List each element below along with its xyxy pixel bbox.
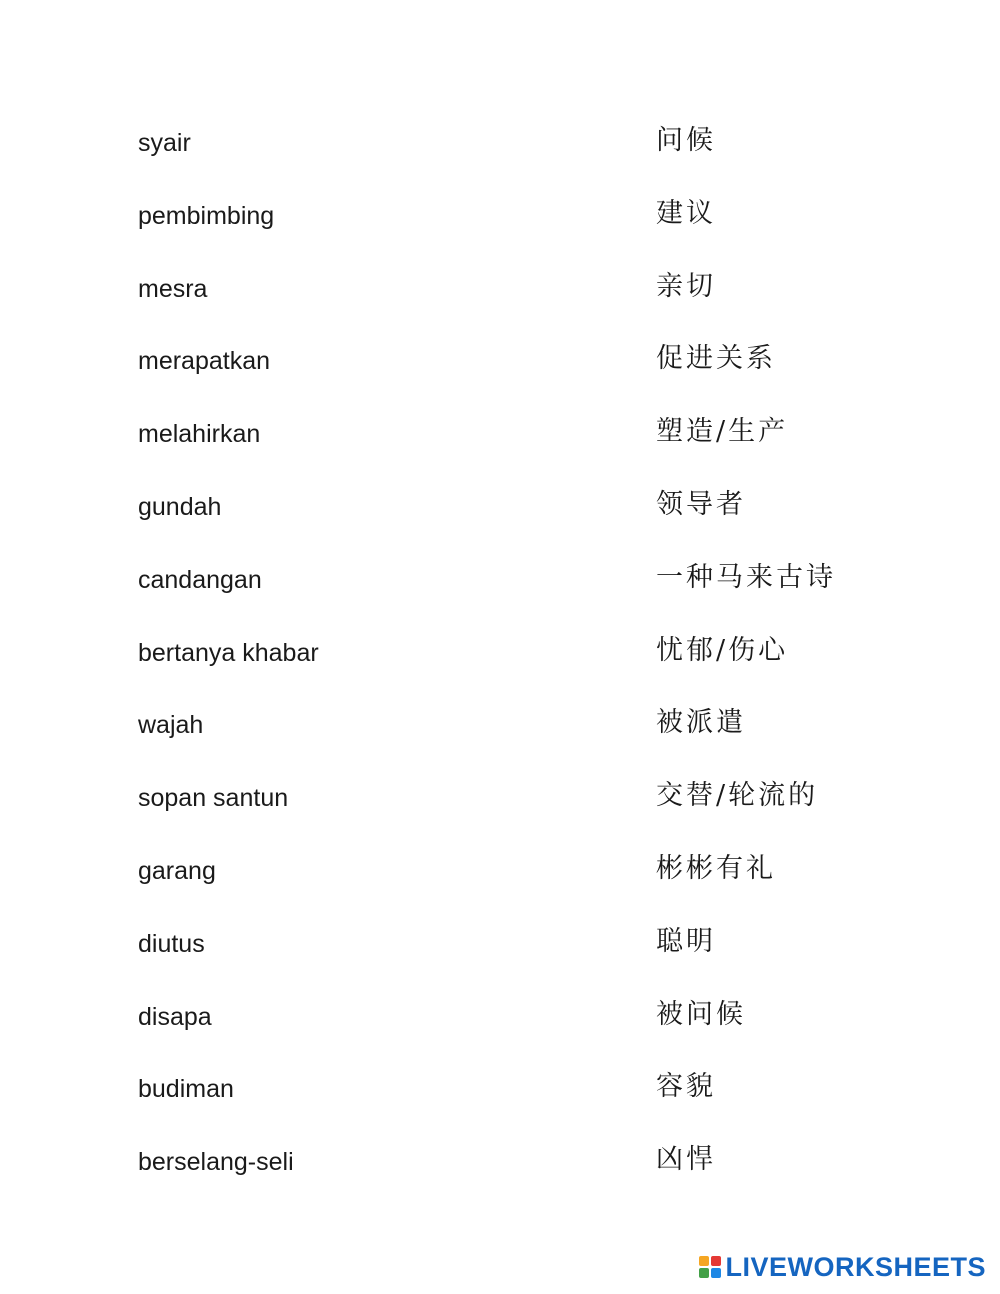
chinese-meaning: 聪明 xyxy=(656,925,716,957)
liveworksheets-logo-icon xyxy=(699,1256,721,1278)
chinese-meaning: 被派遣 xyxy=(656,707,746,739)
chinese-meaning: 交替/轮流的 xyxy=(656,780,819,812)
word-row xyxy=(0,196,1000,236)
word-row xyxy=(0,705,1000,745)
chinese-meaning: 忧郁/伤心 xyxy=(656,634,789,666)
word-row xyxy=(0,633,1000,673)
word-row xyxy=(0,560,1000,600)
word-row xyxy=(0,924,1000,964)
malay-word: melahirkan xyxy=(138,420,261,449)
logo-tile xyxy=(711,1256,721,1266)
malay-word: budiman xyxy=(138,1075,234,1104)
malay-word: merapatkan xyxy=(138,347,271,376)
chinese-meaning: 容貌 xyxy=(656,1071,716,1103)
malay-word: diutus xyxy=(138,929,205,958)
word-row xyxy=(0,341,1000,381)
malay-word: gundah xyxy=(138,493,222,521)
chinese-meaning: 亲切 xyxy=(656,270,716,302)
chinese-meaning: 被问候 xyxy=(656,998,746,1030)
word-row xyxy=(0,1142,1000,1182)
chinese-meaning: 建议 xyxy=(656,197,716,229)
malay-word: garang xyxy=(138,857,216,885)
word-row xyxy=(0,414,1000,454)
word-row xyxy=(0,123,1000,163)
word-row xyxy=(0,1069,1000,1109)
malay-word: mesra xyxy=(138,274,208,303)
malay-word: disapa xyxy=(138,1002,212,1031)
malay-word: pembimbing xyxy=(138,201,275,230)
chinese-meaning: 促进关系 xyxy=(656,343,776,375)
chinese-meaning: 问候 xyxy=(656,125,716,156)
malay-word: candangan xyxy=(138,565,262,594)
word-row xyxy=(0,851,1000,891)
malay-word: berselang-seli xyxy=(138,1148,294,1177)
word-row xyxy=(0,997,1000,1037)
logo-tile xyxy=(711,1268,721,1278)
logo-text: LIVEWORKSHEETS xyxy=(725,1252,986,1282)
word-row xyxy=(0,269,1000,309)
word-row xyxy=(0,778,1000,818)
chinese-meaning: 彬彬有礼 xyxy=(656,853,776,884)
malay-word: sopan santun xyxy=(138,784,289,813)
logo-tile xyxy=(699,1256,709,1266)
malay-word: bertanya khabar xyxy=(138,638,319,667)
malay-word: wajah xyxy=(138,711,204,740)
chinese-meaning: 一种马来古诗 xyxy=(656,561,836,593)
chinese-meaning: 领导者 xyxy=(656,489,746,520)
malay-word: syair xyxy=(138,129,191,157)
logo-tile xyxy=(699,1268,709,1278)
chinese-meaning: 塑造/生产 xyxy=(656,416,789,448)
word-row xyxy=(0,487,1000,527)
chinese-meaning: 凶悍 xyxy=(656,1144,716,1176)
liveworksheets-logo xyxy=(699,1252,986,1282)
